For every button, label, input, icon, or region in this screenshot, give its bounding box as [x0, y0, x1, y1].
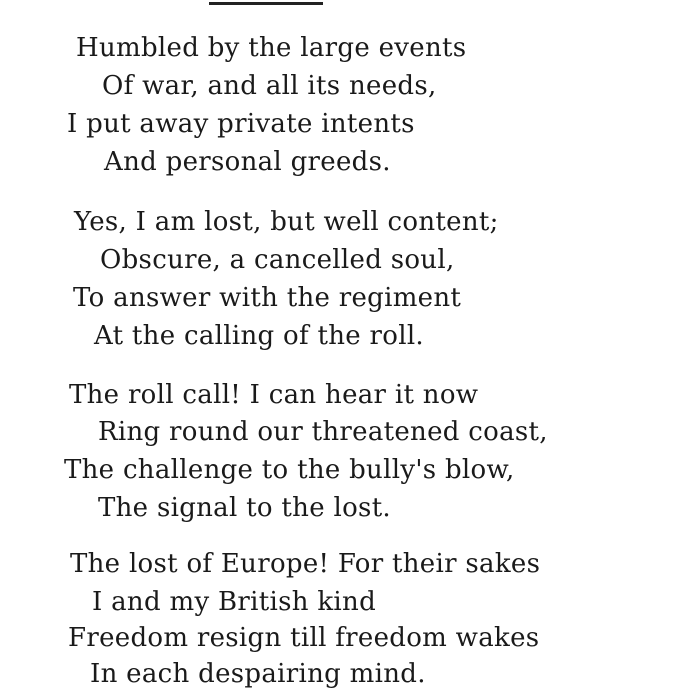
poem-line: The roll call! I can hear it now	[69, 380, 479, 410]
poem-line: I and my British kind	[92, 587, 377, 617]
poem-line: In each despairing mind.	[90, 659, 426, 689]
poem-line: Of war, and all its needs,	[102, 71, 437, 101]
poem-line: The lost of Europe! For their sakes	[70, 549, 541, 579]
poem-line: Humbled by the large events	[76, 33, 467, 63]
poem-line: And personal greeds.	[104, 147, 391, 177]
poem-line: Ring round our threatened coast,	[98, 417, 548, 447]
poem-line: Freedom resign till freedom wakes	[68, 623, 540, 653]
poem-line: Yes, I am lost, but well content;	[74, 207, 499, 237]
poem-line: Obscure, a cancelled soul,	[100, 245, 455, 275]
poem-line: At the calling of the roll.	[94, 321, 425, 351]
poem-line: The signal to the lost.	[98, 493, 392, 523]
poem-line: The challenge to the bully's blow,	[64, 455, 515, 485]
poem-line: To answer with the regiment	[73, 283, 462, 313]
section-divider	[209, 2, 323, 5]
poem-line: I put away private intents	[67, 109, 415, 139]
